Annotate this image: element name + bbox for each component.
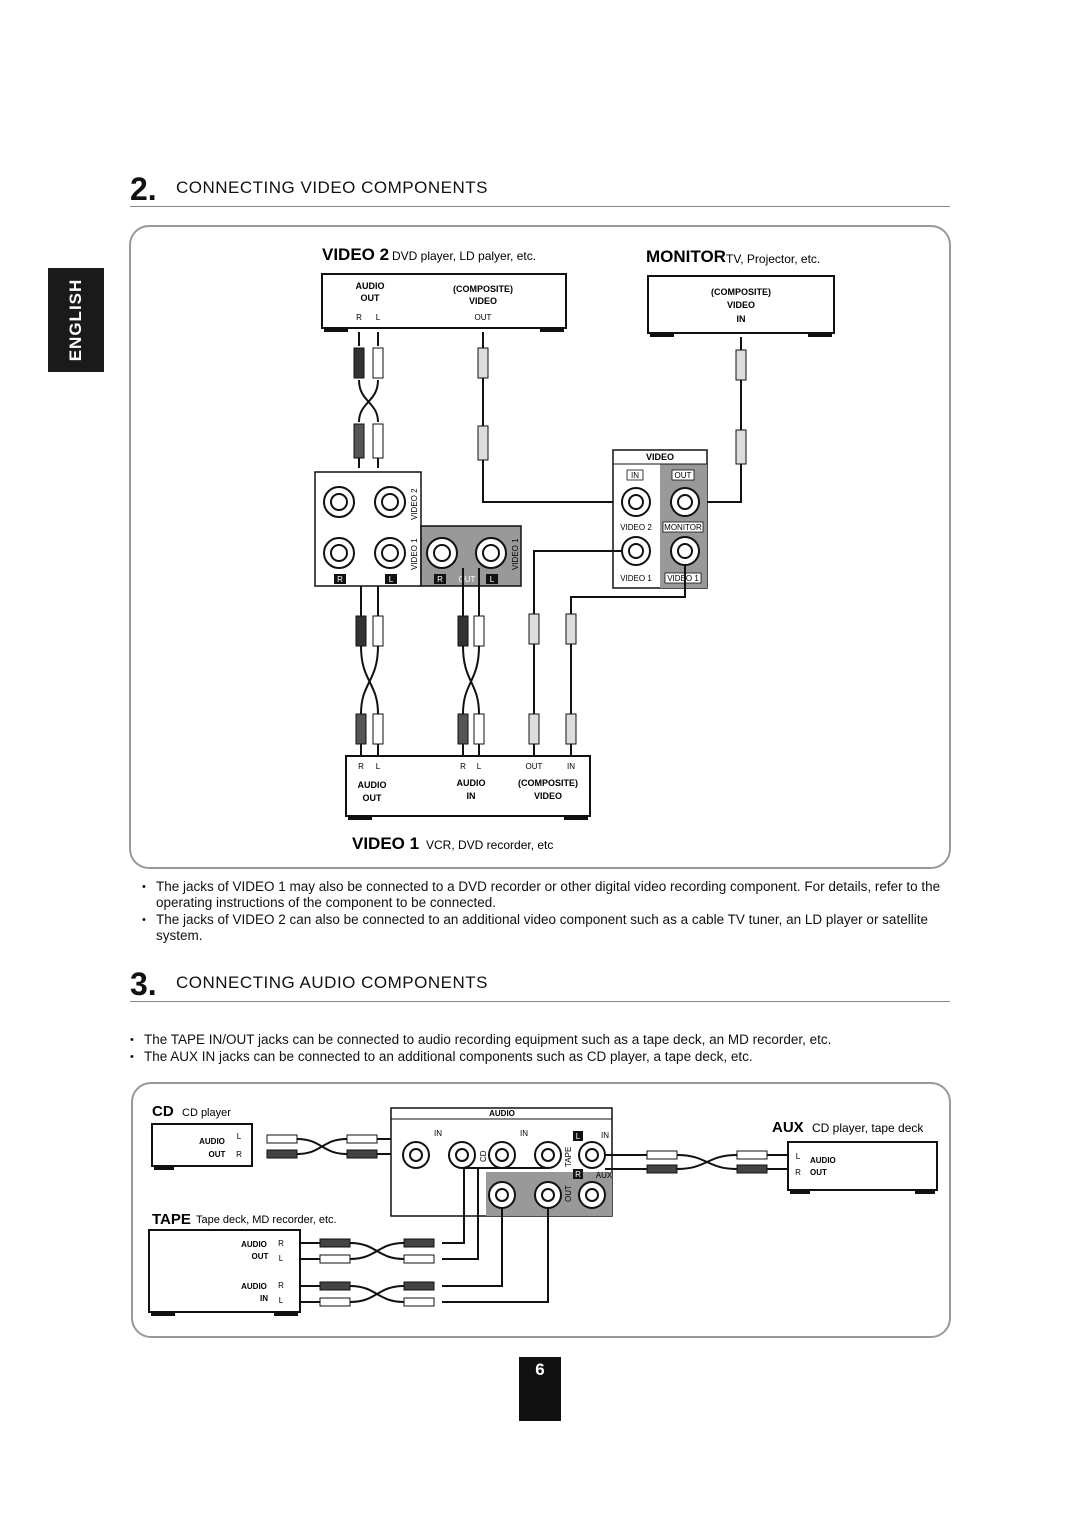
video2-out-label: OUT — [360, 293, 380, 303]
audio-panel-video2-label: VIDEO 2 — [410, 488, 419, 520]
tape-in-r: R — [278, 1281, 284, 1290]
video1-audio-label: AUDIO — [357, 780, 387, 790]
video1-audio-out-r: R — [358, 762, 364, 771]
tape-device — [149, 1230, 300, 1316]
cd-desc: CD player — [182, 1107, 231, 1119]
tape-audio-out-label: AUDIO — [241, 1240, 267, 1249]
section-3-heading — [130, 967, 950, 1002]
monitor-name: MONITOR — [646, 247, 726, 266]
video-panel-out-label: OUT — [674, 471, 692, 480]
video2-audio-label: AUDIO — [355, 281, 385, 291]
tape-in-label: IN — [260, 1294, 268, 1303]
audio-panel-video1-out-label: VIDEO 1 — [511, 538, 520, 570]
section-2-heading — [130, 172, 950, 207]
section-3-notes — [130, 1032, 930, 1066]
aux-cable — [605, 1151, 788, 1173]
section-3-note: • The TAPE IN/OUT jacks can be connected to audio recording equipment such as a tape deck, an MD recorder, etc. — [130, 1032, 930, 1048]
aux-out-label: OUT — [810, 1168, 827, 1177]
video1-audio-out-l: L — [375, 762, 381, 771]
section-3-title: CONNECTING AUDIO COMPONENTS — [176, 973, 488, 992]
receiver-tape-label: TAPE — [564, 1146, 573, 1167]
video1-video-cables — [529, 614, 576, 758]
video1-audio-out-cable — [356, 586, 383, 758]
audio-panel-video1-label: VIDEO 1 — [410, 538, 419, 570]
video1-composite-label: (COMPOSITE) — [518, 778, 578, 788]
video-panel-video1-label: VIDEO 1 — [620, 574, 652, 583]
video2-audio-plugs — [354, 348, 383, 468]
monitor-in-label: IN — [736, 314, 746, 324]
section-2-number: 2. — [130, 171, 157, 207]
receiver-in-label-2: IN — [520, 1129, 528, 1138]
aux-r-label: R — [795, 1168, 801, 1177]
video2-desc: DVD player, LD palyer, etc. — [392, 249, 537, 263]
video1-audio-in-cable — [458, 568, 484, 758]
video2-composite-label: (COMPOSITE) — [453, 284, 513, 294]
language-tab-label: ENGLISH — [66, 278, 85, 362]
video1-audio-in-l: L — [476, 762, 482, 771]
tape-out-l: L — [278, 1254, 284, 1263]
video-panel-in-label: IN — [631, 471, 639, 480]
video1-audio-in-r: R — [460, 762, 466, 771]
cd-name: CD — [152, 1103, 174, 1120]
video-panel-video-label: VIDEO — [645, 452, 675, 462]
section-3-number: 3. — [130, 966, 157, 1002]
video2-r-label: R — [356, 313, 362, 322]
receiver-r-label: R — [575, 1170, 581, 1179]
receiver-audio-panel — [315, 472, 521, 586]
video1-device — [346, 756, 590, 820]
cd-out-label: OUT — [208, 1150, 226, 1159]
video2-device — [322, 274, 566, 332]
video1-video-out: OUT — [525, 762, 543, 771]
video1-audio-in-label: AUDIO — [456, 778, 486, 788]
monitor-desc: TV, Projector, etc. — [726, 252, 821, 266]
video-panel-video2-label: VIDEO 2 — [620, 523, 652, 532]
aux-device — [788, 1142, 937, 1194]
receiver-in-label-3: IN — [601, 1131, 609, 1140]
tape-name: TAPE — [152, 1211, 191, 1228]
video1-name: VIDEO 1 — [352, 834, 420, 853]
monitor-composite-label: (COMPOSITE) — [711, 287, 771, 297]
receiver-in-label-1: IN — [434, 1129, 442, 1138]
section-3-note: • The AUX IN jacks can be connected to an additional components such as CD player, a tape deck, etc. — [130, 1049, 930, 1065]
video-panel-monitor-label: MONITOR — [664, 523, 702, 532]
aux-l-label: L — [795, 1152, 801, 1161]
video-diagram-svg — [131, 227, 949, 867]
tape-out-r: R — [278, 1239, 284, 1248]
receiver-audio-jacks — [391, 1108, 613, 1216]
tape-out-label: OUT — [251, 1252, 269, 1261]
aux-name: AUX — [772, 1119, 804, 1136]
section-2-note: • The jacks of VIDEO 1 may also be connected to a DVD recorder or other digital video recording component. For details, refer to the operating instructions of the component to be connected. — [142, 879, 942, 911]
page-number: 6 — [519, 1357, 561, 1421]
cd-l-label: L — [236, 1132, 242, 1141]
monitor-video-label: VIDEO — [726, 300, 756, 310]
video1-desc: VCR, DVD recorder, etc — [426, 838, 554, 852]
tape-audio-in-label: AUDIO — [241, 1282, 267, 1291]
audio-panel-l-label: L — [388, 575, 394, 584]
audio-panel-out-r-label: R — [437, 575, 443, 584]
audio-panel-r-label: R — [337, 575, 343, 584]
video1-out-label: OUT — [362, 793, 382, 803]
cd-audio-label: AUDIO — [199, 1137, 225, 1146]
audio-diagram-svg — [133, 1084, 949, 1336]
video-connection-diagram — [129, 225, 951, 869]
section-2-notes — [142, 879, 942, 945]
audio-connection-diagram — [131, 1082, 951, 1338]
section-2-title: CONNECTING VIDEO COMPONENTS — [176, 178, 488, 197]
audio-panel-out-label: OUT — [458, 575, 476, 584]
receiver-out-label: OUT — [564, 1185, 573, 1202]
audio-panel-out-l-label: L — [489, 575, 495, 584]
tape-desc: Tape deck, MD recorder, etc. — [196, 1214, 337, 1226]
cd-r-label: R — [236, 1150, 242, 1159]
receiver-audio-label: AUDIO — [489, 1109, 515, 1118]
video2-video-label: VIDEO — [468, 296, 498, 306]
video-panel-video1-out-label: VIDEO 1 — [667, 574, 699, 583]
video1-in-label: IN — [466, 791, 476, 801]
video2-out-jack-label: OUT — [474, 313, 492, 322]
section-2-note: • The jacks of VIDEO 2 can also be connected to an additional video component such as a cable TV tuner, an LD player or satellite system. — [142, 912, 942, 944]
language-tab — [48, 268, 104, 372]
cd-device — [152, 1124, 252, 1170]
video2-l-label: L — [375, 313, 381, 322]
receiver-video-panel — [613, 450, 707, 588]
aux-desc: CD player, tape deck — [812, 1121, 924, 1135]
tape-cables — [300, 1239, 434, 1306]
video1-video-label: VIDEO — [533, 791, 563, 801]
monitor-device — [648, 276, 834, 337]
receiver-aux-label: AUX — [595, 1171, 613, 1180]
video2-name: VIDEO 2 — [322, 245, 390, 264]
tape-in-l: L — [278, 1296, 284, 1305]
video1-video-in: IN — [567, 762, 575, 771]
receiver-cd-label: CD — [479, 1150, 488, 1162]
receiver-l-label: L — [575, 1132, 581, 1141]
aux-audio-label: AUDIO — [810, 1156, 836, 1165]
